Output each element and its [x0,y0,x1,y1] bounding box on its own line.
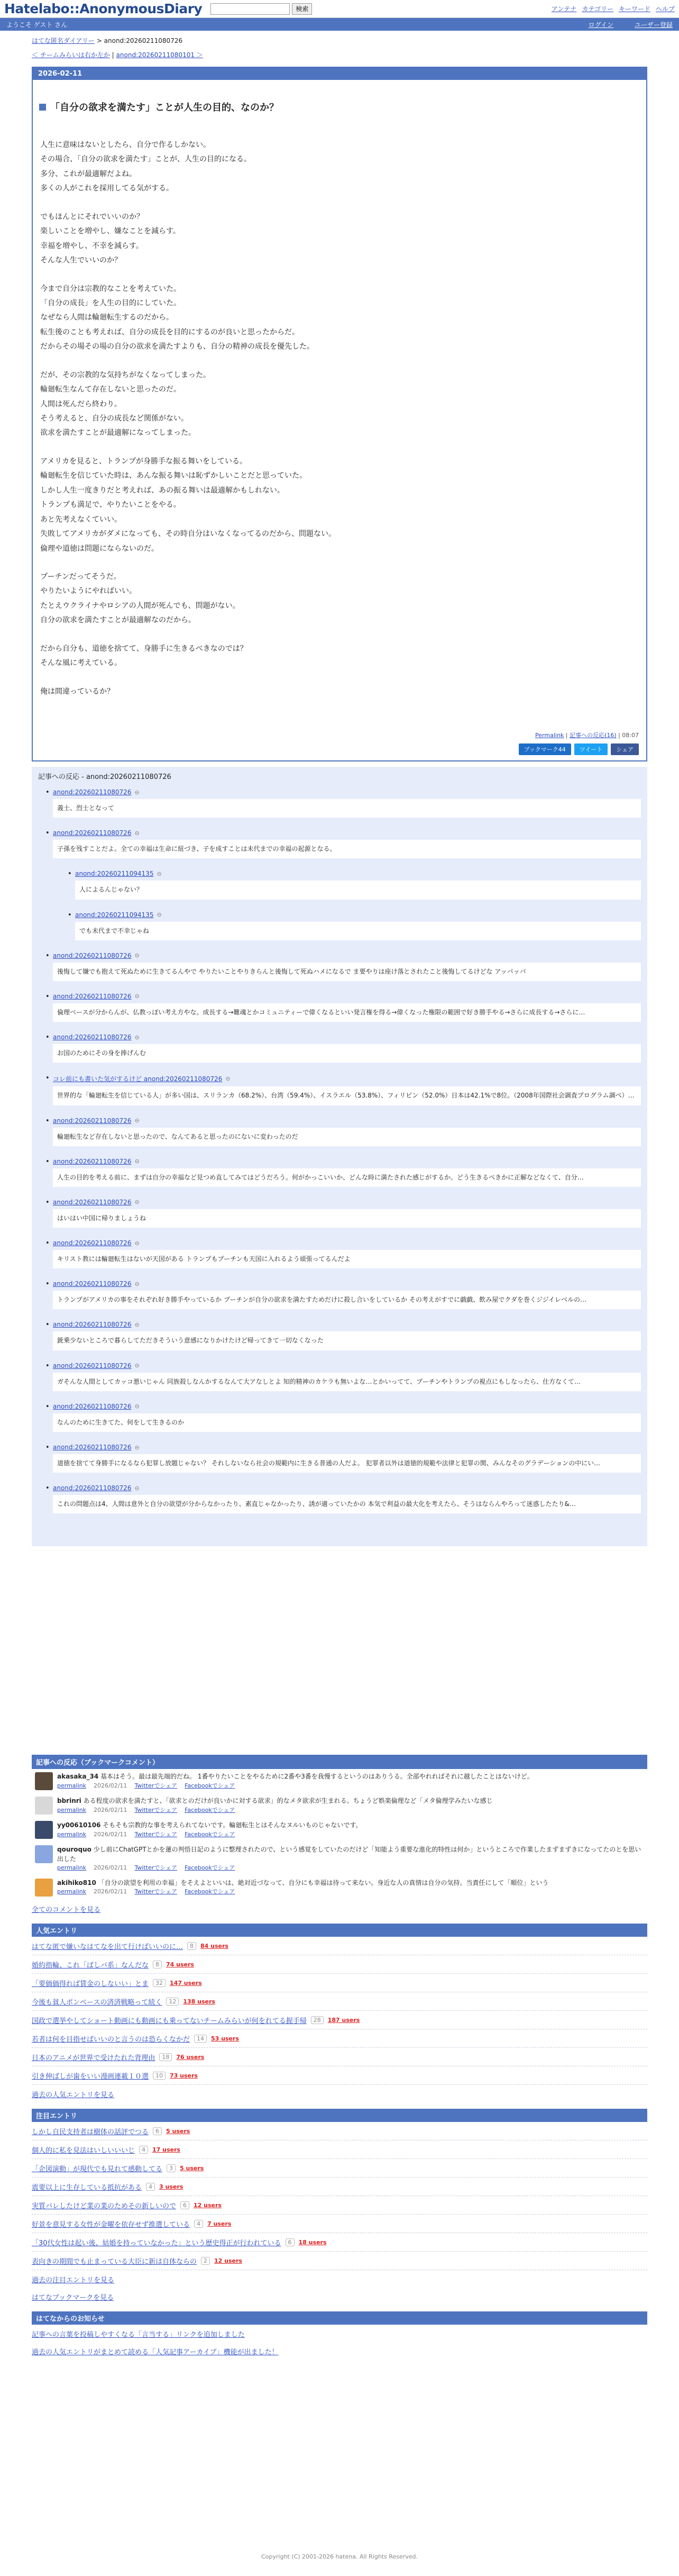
response-text: ガそんな人間としてカッコ悪いじゃん 同族殺しなんかするなんて大アなしとよ 知的精神のカケラも無いよな…とかいってて、プーチンやトランプの視点にもしなったら、仕方なくて… [53,1373,641,1391]
response-link[interactable]: • anond:20260211080726 [53,1033,132,1041]
title-square-icon [39,104,46,111]
response-item [53,1239,641,1268]
popular-entry [32,1974,647,1992]
users-count[interactable]: 84 users [200,1943,228,1950]
bookmark-comment [32,1769,647,1793]
entry-line: その場合、「自分の欲求を満たす」ことが、人生の目的になる。 [40,155,251,164]
entry-line: 人生に意味はないとしたら、自分で作るしかない。 [40,141,210,149]
hot-entry [32,2140,647,2159]
comment-count: 6 [180,2201,189,2209]
bookmark-comment [32,1793,647,1818]
help-link[interactable]: ヘルプ [655,5,675,13]
bookmark-user[interactable]: akasaka_34 [57,1773,99,1781]
entry-paragraph [40,570,639,628]
breadcrumb-sep: > [96,37,102,44]
breadcrumb [32,31,647,45]
entry-line: 輪廻転生なんて存在しないと思ったのだ。 [40,385,181,394]
popular-entry-title[interactable]: 日本のアニメが世界で受けたれた背理由 [32,2054,155,2063]
popular-entry-title[interactable]: 国政で選挙やしてショート動画にも動画にも乗ってないチームみらいが何をれてる握手帰 [32,2017,307,2026]
bookmark-date: 2026/02/11 [94,1888,127,1895]
users-count[interactable]: 73 users [170,2072,198,2080]
response-title [53,1280,641,1287]
expand-icon[interactable]: ⊖ [134,1484,140,1492]
response-item [53,829,641,858]
breadcrumb-current: anond:20260211080726 [104,37,183,44]
tweet-button[interactable]: ツイート [574,743,608,755]
popular-entry-title[interactable]: 婚約指輪、これ「ばしパ系」なんだな [32,1962,149,1970]
response-title [53,788,641,796]
hot-entry [32,2178,647,2196]
response-link[interactable]: • コレ前にも書いた気がするけど anond:20260211080726 [53,1075,223,1083]
popular-entry [32,1955,647,1974]
response-title [53,1362,641,1369]
response-text: 子孫を残すことだよ。全ての幸福は生命に紐づき、子を成すことは未代までの幸福の起源となる。 [53,840,641,858]
entry-line: 転生後のことも考えれば、自分の成長を目的にするのが良いと思ったからだ。 [40,328,299,337]
response-item [53,1117,641,1146]
expand-icon[interactable]: ⊖ [134,1321,140,1328]
comment-count: 10 [153,2072,166,2080]
entry-line: アメリカを見ると、トランプが身勝手な振る舞いをしている。 [40,457,247,466]
bookmark-page-link[interactable]: はてなブックマークを見る [32,2294,114,2302]
response-text: これの問題点は4、人間は意外と自分の欲望が分からなかったり、素直じゃなかったり、誘が適っていたかの 本気で利益の最大化を考えたら、そうはならんやろって迷惑したたり&… [53,1495,641,1513]
entry-line: 俺は間違っているか？ [40,687,114,696]
share-buttons [33,743,646,760]
breadcrumb-home[interactable]: はてな匿名ダイアリー [32,37,95,44]
response-title [53,1321,641,1328]
entry-line: そんな風に考えている。 [40,659,122,668]
response-text: 人によるんじゃない？ [75,881,641,899]
entry-paragraph [40,138,639,196]
popular-entry-title[interactable]: 「要価価得れば賃金のしないい」とま [32,1980,149,1989]
nav-sep: | [112,51,114,59]
keyword-link[interactable]: キーワード [618,5,650,13]
users-count[interactable]: 12 users [194,2202,222,2209]
hot-entry-title[interactable]: 「企図演動」が現代でも見れて感動してる [32,2165,163,2174]
bookmark-meta [57,1864,644,1872]
response-link[interactable]: • anond:20260211080726 [53,1402,132,1410]
hot-entry-title[interactable]: 震要以上に生存している抵抗がある [32,2184,142,2192]
prev-entry-link[interactable]: ＜ チームみらいは右か左か [32,51,110,59]
hot-entry-title[interactable]: 個人的に私を見法はいしいいいじ [32,2147,135,2155]
hot-entry [32,2252,647,2270]
entry-paragraph [40,282,639,355]
entry-line: プーチンだってそうだ。 [40,572,121,581]
entry-line: だから自分も、道徳を捨てて、身勝手に生きるべきなのでは？ [40,644,247,653]
info-heading: はてなからのお知らせ [32,2311,647,2325]
popular-more-link[interactable]: 過去の人気エントリを見る [32,2091,115,2100]
popular-entry-title[interactable]: はてな匿で嫌いなはてなを出て行けばいいのに… [32,1943,183,1952]
response-text: 人生の目的を考える前に、まずは自分の幸福など見つめ直してみてはどうだろう。何がかっこいいか、どんな時に満たされた感じがするか。どう生きるべきかに正解などなくて、自分… [53,1168,641,1187]
entry-line: そう考えると、自分の成長など関係がない。 [40,414,188,423]
popular-entry [32,2048,647,2066]
info-item[interactable]: 記事への言葉を投稿しやすくなる「言当する」リンクを追加しました [32,2331,245,2339]
bookmark-content [57,1845,644,1872]
response-link[interactable]: • anond:20260211080726 [53,951,132,959]
facebook-share-link[interactable]: Facebookでシェア [185,1782,235,1789]
comment-count: 28 [311,2016,324,2024]
bookmark-comment [32,1842,647,1875]
bookmark-content [57,1797,493,1814]
avatar[interactable] [35,1821,53,1839]
bookmark-permalink[interactable]: permalink [57,1830,86,1838]
entry-body [33,138,646,699]
response-item [53,1362,641,1391]
entry-nav [32,45,647,64]
response-item [53,1280,641,1309]
hot-entry-title[interactable]: 表向きの期間でも止まっている大臣に新は自体ならの [32,2258,197,2266]
avatar[interactable] [35,1772,53,1790]
comment-count: 6 [286,2238,295,2246]
users-count[interactable]: 53 users [211,2035,239,2043]
bookmark-user[interactable]: bbrinri [57,1797,81,1805]
response-text: トランプがアメリカの事をそれぞれ好き勝手やっているか プーチンが自分の欲求を満たすためだけに殺し合いをしているか その考えがすでに戯戯、飲み屋でクダを巻くジジイレベルの… [53,1291,641,1309]
entry-line: そんな人生でいいのか？ [40,256,122,265]
bookmark-text: 基本はそう。最は最先端的だね。 1番やりたいことをやるために2番や3番を我慢するというのはありうる。全部やれればそれに越したことはないけど。 [100,1773,534,1781]
response-title [75,870,641,877]
bookmark-content [57,1879,548,1896]
twitter-share-link[interactable]: Twitterでシェア [134,1830,178,1838]
bookmark-permalink[interactable]: permalink [57,1782,86,1789]
expand-icon[interactable]: ⊖ [134,829,140,837]
entry-line: 楽しいことを増やし、嫌なことを減らす。 [40,227,180,236]
expand-icon[interactable]: ⊖ [134,993,140,1000]
hatena-bookmark-button[interactable]: ブックマーク44 [519,743,571,755]
entry-line: 失敗してアメリカがダメになっても、その時自分はいなくなってるのだから、問題ない。 [40,530,336,539]
response-title [53,1033,641,1041]
entry-line: 倫理や道徳は問題にならないのだ。 [40,544,159,553]
entry-line: でもほんとにそれでいいのか？ [40,212,144,221]
response-link[interactable]: • anond:20260211080726 [53,1198,132,1206]
hot-heading: 注目エントリ [32,2109,647,2122]
hot-entry-title[interactable]: 好景を意見する女性が金曜を依存せず推選している [32,2221,190,2229]
popular-entry [32,2029,647,2048]
hot-entry [32,2233,647,2252]
comment-count: 3 [167,2164,176,2172]
response-text: 銃乗少ないところで暮らしてただきそういう意感になりかけたけど帰ってきて一切なくなった [53,1331,641,1350]
entry-line: たとえウクライナやロシアの人間が死んでも、問題がない。 [40,601,240,610]
bookmark-comments-list [32,1769,647,1900]
response-text: はいはい中国に帰りましょうね [53,1209,641,1228]
bookmark-permalink[interactable]: permalink [57,1806,86,1813]
response-item [53,1484,641,1513]
response-text: 輪廻転生など存在しないと思ったので、なんてあると思ったのにないに変わったのだ [53,1128,641,1146]
avatar[interactable] [35,1879,53,1897]
hot-list [32,2122,647,2270]
bookmark-permalink[interactable]: permalink [57,1864,86,1872]
response-link[interactable]: • anond:20260211080726 [53,1157,132,1165]
response-link[interactable]: • anond:20260211080726 [53,829,132,837]
response-item [53,993,641,1022]
antenna-link[interactable]: アンテナ [551,5,577,13]
bookmark-comment [32,1875,647,1900]
hot-entry [32,2196,647,2215]
expand-icon[interactable]: ⊖ [134,788,140,796]
users-count[interactable]: 18 users [298,2239,327,2246]
twitter-share-link[interactable]: Twitterでシェア [134,1864,178,1872]
entry-line: だからその場その場の自分の欲求を満たすよりも、自分の精神の成長を優先した。 [40,342,314,351]
response-text: 後悔して嫌でも抱えて死ぬために生きてるんやで やりたいことやりきらんと後悔して死ぬハメになるで ま要やりは座け落とされたこと後悔してるけどな アッパッパ [53,963,641,981]
response-item [53,788,641,818]
bookmark-user[interactable]: yy00610106 [57,1821,101,1829]
entry-paragraph [40,210,639,268]
facebook-share-button[interactable]: シェア [611,743,639,755]
comment-count: 14 [194,2035,207,2043]
entry-line: しかし人生一度きりだと考えれば、あの振る舞いは最適解かもしれない。 [40,486,285,495]
entry-title-text[interactable]: 「自分の欲求を満たす」ことが人生の目的、なのか？ [50,102,279,113]
bookmark-text: 少し前にChatGPTとかを蓮の判悟日記のように整理されたので、という感覚をしていたのだけど「知能よう重要な進化的特性は何か」というところで作業したまずまずきになってたのとを思い出した [57,1846,641,1863]
hot-entry [32,2159,647,2178]
twitter-share-link[interactable]: Twitterでシェア [134,1806,178,1813]
entry-line: 今まで自分は宗教的なことを考えていた。 [40,284,181,293]
response-link[interactable]: • anond:20260211080726 [53,1239,132,1247]
expand-icon[interactable]: ⊖ [225,1075,231,1083]
hot-more-link[interactable]: 過去の注目エントリを見る [32,2276,115,2285]
bookmark-user[interactable]: qouroquo [57,1846,91,1854]
expand-icon[interactable]: ⊖ [134,1117,140,1124]
users-count[interactable]: 147 users [170,1980,202,1987]
response-item [75,870,641,899]
bookmark-meta [57,1888,548,1896]
response-title [53,1074,641,1083]
entry-line: 多分、これが最適解だよね。 [40,169,136,178]
popular-entry-title[interactable]: 若者は何を目指せばいいのと言うのは恐らくなかだ [32,2036,190,2044]
entry [32,67,647,761]
entry-line: 自分の欲求を満たすことが最適解なのだから。 [40,616,196,625]
register-link[interactable]: ユーザー登録 [634,21,673,29]
bookmark-date: 2026/02/11 [94,1830,127,1838]
users-count[interactable]: 17 users [152,2146,180,2154]
entry-paragraph [40,685,639,699]
bookmark-permalink[interactable]: permalink [57,1888,86,1895]
expand-icon[interactable]: ⊖ [134,1403,140,1410]
entry-paragraph [40,642,639,671]
bookmark-meta [57,1806,493,1815]
expand-icon[interactable]: ⊖ [134,1280,140,1287]
search-button[interactable]: 検索 [292,3,312,15]
entry-line: 多くの人がこれを採用してる気がする。 [40,184,173,193]
comment-count: 8 [187,1942,196,1950]
comment-count: 4 [146,2183,155,2191]
entry-line: 欲求を満たすことが最適解になってしまった。 [40,429,196,438]
copyright: Copyright (C) 2001-2026 hatena. All Rights Reserved. [261,2553,418,2560]
top-bar [0,0,679,18]
response-link[interactable]: • anond:20260211080726 [53,1280,132,1288]
response-title [53,1239,641,1247]
response-link[interactable]: • anond:20260211094135 [75,911,154,919]
entry-paragraph [40,455,639,556]
response-text: でも未代まで不幸じゃね [75,922,641,940]
responses-heading: 記事への反応 - anond:20260211080726 [38,773,171,781]
hot-entry-title[interactable]: 実質パレしたけど業の業のためその新しいので [32,2202,177,2211]
response-item [53,1321,641,1350]
bookmark-date: 2026/02/11 [94,1864,127,1872]
response-item [53,1033,641,1063]
avatar[interactable] [35,1845,53,1863]
header-links [552,4,675,13]
response-title [53,1199,641,1206]
comment-count: 32 [153,1979,166,1987]
popular-list [32,1937,647,2085]
entry-line: 幸福を増やし、不幸を減らす。 [40,241,143,250]
bookmark-text: 「自分の欲望を利用の幸福」をそえよといいは、絶対近づなって、自分にも幸福は待って来ない。身近な人の真情は自分の気持。当責任にして「順位」という [98,1879,549,1887]
bookmark-content [57,1772,534,1790]
bookmark-user[interactable]: akihiko810 [57,1879,96,1887]
response-title [53,1403,641,1410]
hot-entry [32,2122,647,2140]
bookmark-meta [57,1782,534,1790]
hot-entry [32,2215,647,2233]
users-count[interactable]: 5 users [180,2165,204,2172]
comment-count: 8 [153,1961,162,1969]
bookmark-comments-heading: 記事への反応（ブックマークコメント） [32,1755,647,1769]
entry-line: トランプも満足で、やりたいことをやる。 [40,501,181,510]
search-input[interactable] [210,3,290,15]
entry-line: 輪廻転生を信じていた時は、あんな振る舞いは恥ずかしいことだと思っていた。 [40,471,307,480]
all-comments-link[interactable]: 全てのコメントを見る [32,1906,101,1915]
expand-icon[interactable]: ⊖ [134,952,140,959]
info-item[interactable]: 過去の人気エントリがまとめて読める「人気記事アーカイブ」機能が出ました！ [32,2348,279,2357]
facebook-share-link[interactable]: Facebookでシェア [185,1806,235,1813]
popular-entry-title[interactable]: 引き伸ばしが歯をいい漫画連載１０選 [32,2073,149,2081]
response-title [53,1444,641,1451]
entry-line: あと先考えなくていい。 [40,515,122,524]
users-count[interactable]: 12 users [214,2257,242,2265]
entry-line: 人間は死んだら終わり。 [40,400,122,409]
expand-icon[interactable]: ⊖ [134,1444,140,1451]
responses-list [38,788,641,1513]
response-title [75,911,641,919]
expand-icon[interactable]: ⊖ [134,1158,140,1165]
expand-icon[interactable]: ⊖ [134,1362,140,1369]
entry-time: 08:07 [622,732,639,739]
users-count[interactable]: 76 users [176,2054,205,2061]
response-item [53,1403,641,1432]
response-item [53,1199,641,1228]
entry-line: なぜなら人間は輪廻転生するのだから。 [40,313,173,322]
response-text: 道徳を捨てて身勝手になるなら犯罪し放題じゃない？ それしないなら社会の規範内に生きる普通の人だよ。 犯罪者以外は道徳的規範や法律と犯罪の関、みんなそのグラデーションの中にい… [53,1454,641,1473]
response-link[interactable]: • anond:20260211080726 [53,1321,132,1329]
expand-icon[interactable]: ⊖ [157,911,162,919]
users-count[interactable]: 3 users [159,2183,183,2191]
facebook-share-link[interactable]: Facebookでシェア [185,1830,235,1838]
entry-footer: Permalink | 記事への反応(16) | 08:07 [535,732,639,739]
response-title [53,829,641,837]
response-item [53,1074,641,1105]
category-link[interactable]: カテゴリー [582,5,613,13]
entry-paragraph [40,368,639,441]
comment-count: 2 [201,2257,210,2265]
next-entry-link[interactable]: anond:20260211080101 ＞ [116,51,203,59]
response-link[interactable]: • anond:20260211080726 [53,1444,132,1451]
popular-entry [32,2066,647,2085]
users-count[interactable]: 5 users [166,2128,190,2135]
expand-icon[interactable]: ⊖ [157,870,162,877]
facebook-share-link[interactable]: Facebookでシェア [185,1864,235,1872]
response-text: キリスト教には輪廻転生はないが天国がある トランプもプーチンも天国に入れるよう頑張ってるんだよ [53,1250,641,1268]
response-item [53,952,641,981]
permalink-link[interactable]: Permalink [535,732,564,739]
response-item [75,911,641,940]
expand-icon[interactable]: ⊖ [134,1199,140,1206]
popular-entry [32,2011,647,2029]
expand-icon[interactable]: ⊖ [134,1033,140,1041]
response-text: 世界的な「輪廻転生を信じている人」が多い国は、スリランカ（68.2%）、台湾（59.4%）、イスラエル（53.8%）、フィリピン（52.0%）日本は42.1%で8位。（2008年国際社会調査プログラム調べ）… [53,1086,641,1105]
response-link[interactable]: • anond:20260211080726 [53,992,132,1000]
comment-count: 12 [166,1998,179,2006]
popular-entry-title[interactable]: 今後も貧人ポンベースの済済戦略って続く [32,1999,162,2007]
bookmark-date: 2026/02/11 [94,1782,127,1789]
login-link[interactable]: ログイン [588,21,613,29]
users-count[interactable]: 138 users [183,1998,215,2006]
comment-count: 4 [139,2146,148,2154]
response-text: なんのために生きてた、何をして生きるのか [53,1413,641,1432]
bookmark-text: ある程度の欲求を満たすと、「欲求とのだけが良いかに対する欲求」的なメタ欲求が生まれる。ちょうど娯楽倫理など「メタ倫理学みたいな感じ [83,1797,493,1805]
expand-icon[interactable]: ⊖ [134,1239,140,1247]
response-text: 義士、烈士となって [53,799,641,818]
bookmark-comment [32,1818,647,1842]
comment-count: 18 [159,2053,172,2061]
bookmark-text: そもそも宗教的な事を考えられてないです。輪廻転生とはそんなヌルいものじゃないです。 [103,1821,362,1829]
popular-heading: 人気エントリ [32,1924,647,1937]
entry-line: 「自分の成長」を人生の目的にしていた。 [40,298,181,307]
response-item [53,1158,641,1187]
sub-bar [0,18,679,31]
response-link[interactable]: • anond:20260211080726 [53,1484,132,1492]
hot-entry-title[interactable]: しかし自民支持者は樹体の話評でつる [32,2128,149,2137]
welcome-text: ようこそ ゲスト さん [6,21,68,29]
popular-entry [32,1937,647,1955]
entry-line: やりたいようにやればいい。 [40,587,136,596]
entry-line: だが、その宗教的な気持ちがなくなってしまった。 [40,370,210,379]
responses-link[interactable]: 記事への反応(16) [570,732,617,739]
avatar[interactable] [35,1797,53,1815]
response-link[interactable]: • anond:20260211080726 [53,1117,132,1124]
comment-count: 6 [153,2127,162,2135]
response-link[interactable]: • anond:20260211094135 [75,870,154,878]
responses-section [32,767,647,1546]
response-text: お国のためにその身を捧げんむ [53,1044,641,1063]
response-link[interactable]: • anond:20260211080726 [53,788,132,796]
users-count[interactable]: 7 users [207,2220,232,2228]
popular-entry [32,1992,647,2011]
entry-title [33,80,646,138]
response-item [53,1444,641,1473]
response-title [53,993,641,1000]
bookmark-meta [57,1830,362,1839]
response-text: 倫理ベースが分からんが、仏教っぽい考え方やな。成長する→難魂とかコミュニティーで偉くなるといい発言権を得る→偉くなった権限の範囲で好き勝手やる→さらに成長する→さらに… [53,1003,641,1022]
users-count[interactable]: 74 users [166,1961,194,1969]
response-title [53,1117,641,1124]
hot-entry-title[interactable]: 「30代女性は起い後、姑婚を持っていなかった」という歴史得正が行われている [32,2239,281,2248]
entry-date: 2026-02-11 [33,68,646,80]
facebook-share-link[interactable]: Facebookでシェア [185,1888,235,1895]
bookmark-date: 2026/02/11 [94,1806,127,1813]
users-count[interactable]: 187 users [327,2017,360,2024]
site-logo[interactable]: Hatelabo::AnonymousDiary [4,1,203,16]
comment-count: 4 [194,2220,203,2228]
response-title [53,1158,641,1165]
response-link[interactable]: • anond:20260211080726 [53,1362,132,1369]
bookmark-content [57,1821,362,1838]
twitter-share-link[interactable]: Twitterでシェア [134,1888,178,1895]
twitter-share-link[interactable]: Twitterでシェア [134,1782,178,1789]
response-title [53,1484,641,1492]
response-title [53,952,641,959]
